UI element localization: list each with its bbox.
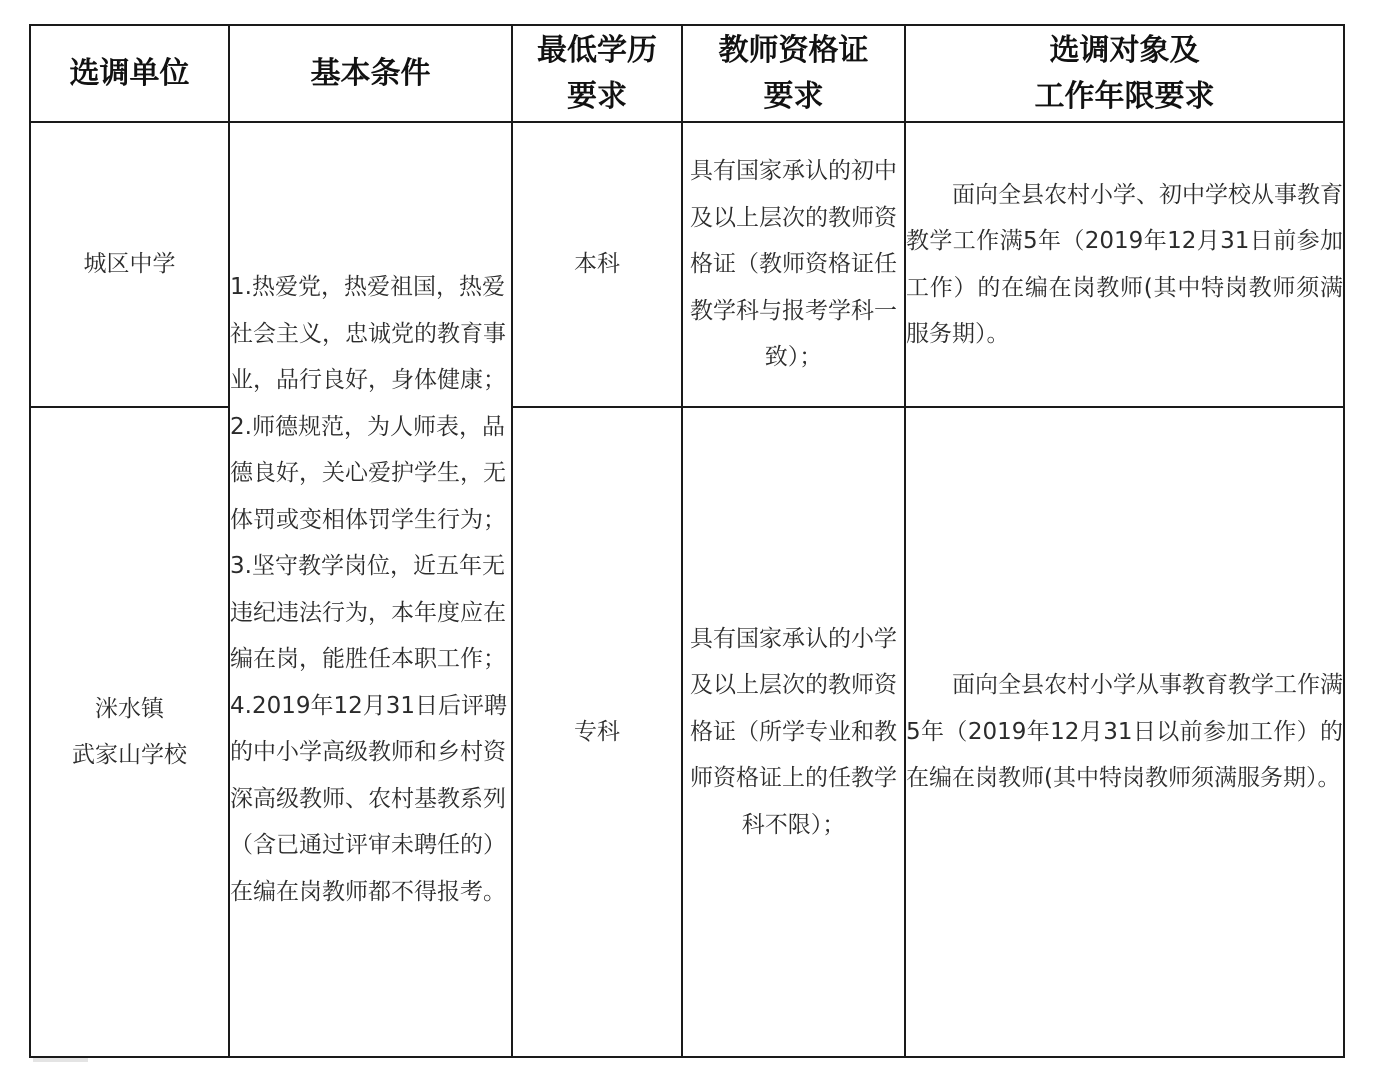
header-row [30, 25, 1344, 122]
table-row [30, 122, 1344, 407]
unit-line-2: 武家山学校 [72, 742, 187, 768]
header-certificate-line-1: 教师资格证 [718, 32, 869, 68]
selection-requirements-table [29, 24, 1345, 1058]
certificate-cell: 具有国家承认的小学及以上层次的教师资格证（所学专业和教师资格证上的任教学科不限）； [682, 407, 905, 1057]
header-education [512, 25, 682, 122]
header-target [905, 25, 1344, 122]
unit-line-1: 洣水镇 [95, 695, 164, 722]
header-certificate-line-2: 要求 [763, 78, 824, 114]
header-education-line-1: 最低学历 [537, 32, 657, 68]
header-certificate [682, 25, 905, 122]
header-education-line-2: 要求 [567, 78, 627, 114]
header-target-line-1: 选调对象及 [1049, 32, 1200, 68]
header-target-line-2: 工作年限要求 [1034, 78, 1215, 114]
certificate-cell: 具有国家承认的初中及以上层次的教师资格证（教师资格证任教学科与报考学科一致）； [682, 122, 905, 407]
table-row [30, 407, 1344, 1057]
unit-cell: 城区中学 [30, 122, 229, 407]
education-cell: 本科 [512, 122, 682, 407]
header-unit: 选调单位 [30, 25, 229, 122]
target-cell: 面向全县农村小学、初中学校从事教育教学工作满5年（2019年12月31日前参加工作）的在编在岗教师(其中特岗教师须满服务期）。 [905, 122, 1344, 407]
target-cell: 面向全县农村小学从事教育教学工作满5年（2019年12月31日以前参加工作）的在编在岗教师(其中特岗教师须满服务期）。 [905, 407, 1344, 1057]
basic-conditions-cell: 1.热爱党，热爱祖国，热爱社会主义，忠诚党的教育事业，品行良好，身体健康； 2.师德规范，为人师表，品德良好，关心爱护学生，无体罚或变相体罚学生行为； 3.坚守教学岗位，近五年无违纪违法行为，本年度应在编在岗，能胜任本职工作； 4.2019年12月31日后评聘的中小学高级教师和乡村资深高级教师、农村基教系列（含已通过评审未聘任的）在编在岗教师都不得报考。 [229, 122, 512, 1057]
unit-cell [30, 407, 229, 1057]
header-conditions: 基本条件 [229, 25, 512, 122]
education-cell: 专科 [512, 407, 682, 1057]
scroll-indicator [33, 1058, 88, 1062]
